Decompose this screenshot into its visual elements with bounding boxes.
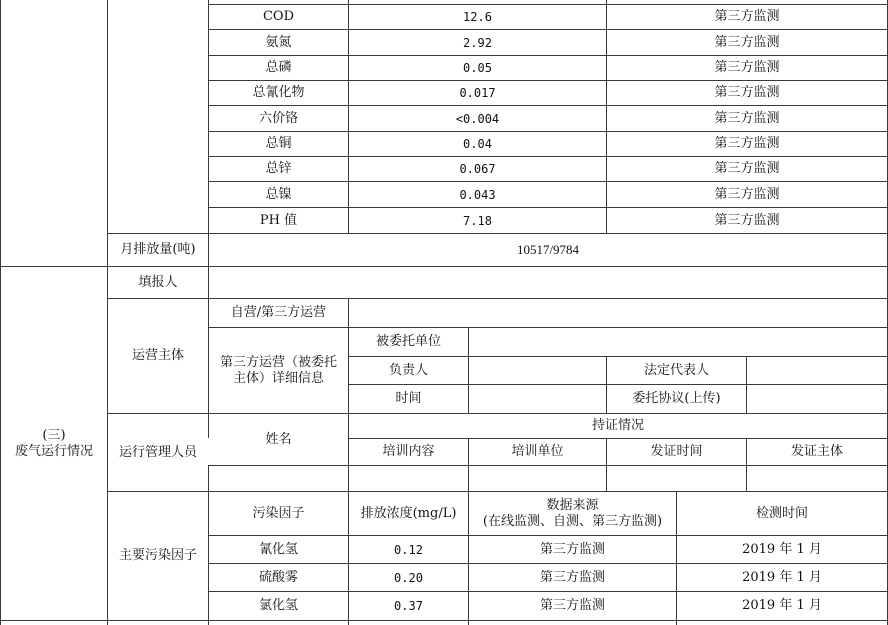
gas-pollutant-value: 0.20 [394, 570, 423, 585]
agreement-label: 委托协议(上传) [632, 391, 721, 406]
pollutant-value: 0.04 [463, 137, 492, 151]
pollutant-name: COD [262, 9, 295, 24]
pollutant-value: 0.017 [459, 86, 496, 100]
pollutant-source: 第三方监测 [714, 34, 780, 50]
pollutant-name: PH 值 [259, 212, 298, 228]
source-header [469, 492, 676, 535]
pollutant-value: 0.067 [459, 162, 496, 176]
pollutant-source: 第三方监测 [714, 60, 780, 75]
gas-section-title [1, 267, 107, 620]
pollutant-value: 7.18 [463, 213, 492, 228]
concentration-header: 排放浓度(mg/L) [360, 505, 457, 521]
third-party-detail-label: 第三方运营（被委托主体）详细信息 [219, 354, 337, 386]
entrusted-unit-value-cell[interactable] [469, 328, 887, 356]
gas-pollutant-source: 第三方监测 [539, 598, 605, 613]
training-content-header: 培训内容 [382, 444, 435, 459]
person-in-charge-label: 负责人 [388, 362, 428, 378]
gas-pollutant-time: 2019 年 1 月 [742, 598, 822, 613]
cert-header: 持证情况 [591, 418, 644, 433]
gas-section-number: (三) [42, 427, 66, 443]
person-in-charge-value-cell[interactable] [469, 357, 606, 384]
pollutant-source: 第三方监测 [714, 161, 780, 176]
pollutant-source: 第三方监测 [714, 85, 780, 100]
gas-pollutant-value: 0.37 [394, 599, 423, 613]
pollutant-value: 0.05 [463, 61, 492, 75]
gas-pollutant-name: 氯化氢 [258, 598, 298, 613]
legal-rep-label: 法定代表人 [643, 362, 709, 378]
pollutant-name: 六价铬 [258, 110, 298, 126]
gas-pollutant-name: 硫酸雾 [258, 569, 298, 585]
filler-value-cell[interactable] [209, 267, 887, 298]
operation-label: 运营主体 [131, 348, 184, 363]
pollutant-name: 总氰化物 [252, 85, 305, 100]
monthly-discharge-label: 月排放量(吨) [120, 242, 196, 257]
source-header-line2: (在线监测、自测、第三方监测) [482, 513, 663, 529]
gas-pollutant-name: 氰化氢 [258, 541, 298, 557]
pollutant-name: 总镍 [265, 186, 292, 202]
pollutant-source: 第三方监测 [714, 110, 780, 126]
issuer-header: 发证主体 [790, 444, 843, 459]
time-value-cell[interactable] [469, 385, 606, 413]
pollutant-source: 第三方监测 [714, 186, 780, 202]
pollutant-source: 第三方监测 [714, 212, 780, 228]
gas-pollutants-label: 主要污染因子 [118, 548, 197, 563]
training-unit-header: 培训单位 [511, 444, 564, 459]
gas-pollutant-time: 2019 年 1 月 [742, 569, 822, 585]
gas-pollutant-time: 2019 年 1 月 [742, 541, 822, 557]
staff-name-header: 姓名 [265, 431, 292, 447]
factor-header: 污染因子 [252, 505, 305, 521]
detection-time-header: 检测时间 [755, 505, 808, 521]
entrusted-unit-label: 被委托单位 [375, 334, 441, 349]
time-label: 时间 [395, 391, 422, 406]
pollutant-value: 2.92 [463, 35, 492, 50]
gas-section-heading: 废气运行情况 [14, 443, 93, 459]
gas-pollutant-source: 第三方监测 [539, 541, 605, 557]
staff-label: 运行管理人员 [118, 444, 197, 460]
monthly-discharge-value: 10517/9784 [516, 242, 580, 257]
pollutant-name: 氨氮 [265, 34, 292, 50]
pollutant-name: 总锌 [265, 161, 292, 176]
pollutant-value: 12.6 [463, 10, 492, 24]
agreement-upload-cell[interactable] [747, 385, 887, 413]
gas-pollutant-value: 0.12 [394, 542, 423, 557]
self-or-third-label: 自营/第三方运营 [230, 305, 327, 320]
filler-label: 填报人 [138, 274, 178, 290]
self-or-third-value-cell[interactable] [349, 299, 887, 327]
pollutant-value: 0.043 [459, 187, 496, 202]
pollutant-name: 总磷 [265, 60, 292, 75]
issue-time-header: 发证时间 [650, 444, 703, 459]
pollutant-name: 总铜 [265, 136, 292, 151]
pollutant-value: <0.004 [455, 111, 500, 126]
legal-rep-value-cell[interactable] [747, 357, 887, 384]
source-header-line1: 数据来源 [546, 497, 599, 513]
pollutant-source: 第三方监测 [714, 9, 780, 24]
pollutant-source: 第三方监测 [714, 136, 780, 151]
gas-pollutant-source: 第三方监测 [539, 569, 605, 585]
